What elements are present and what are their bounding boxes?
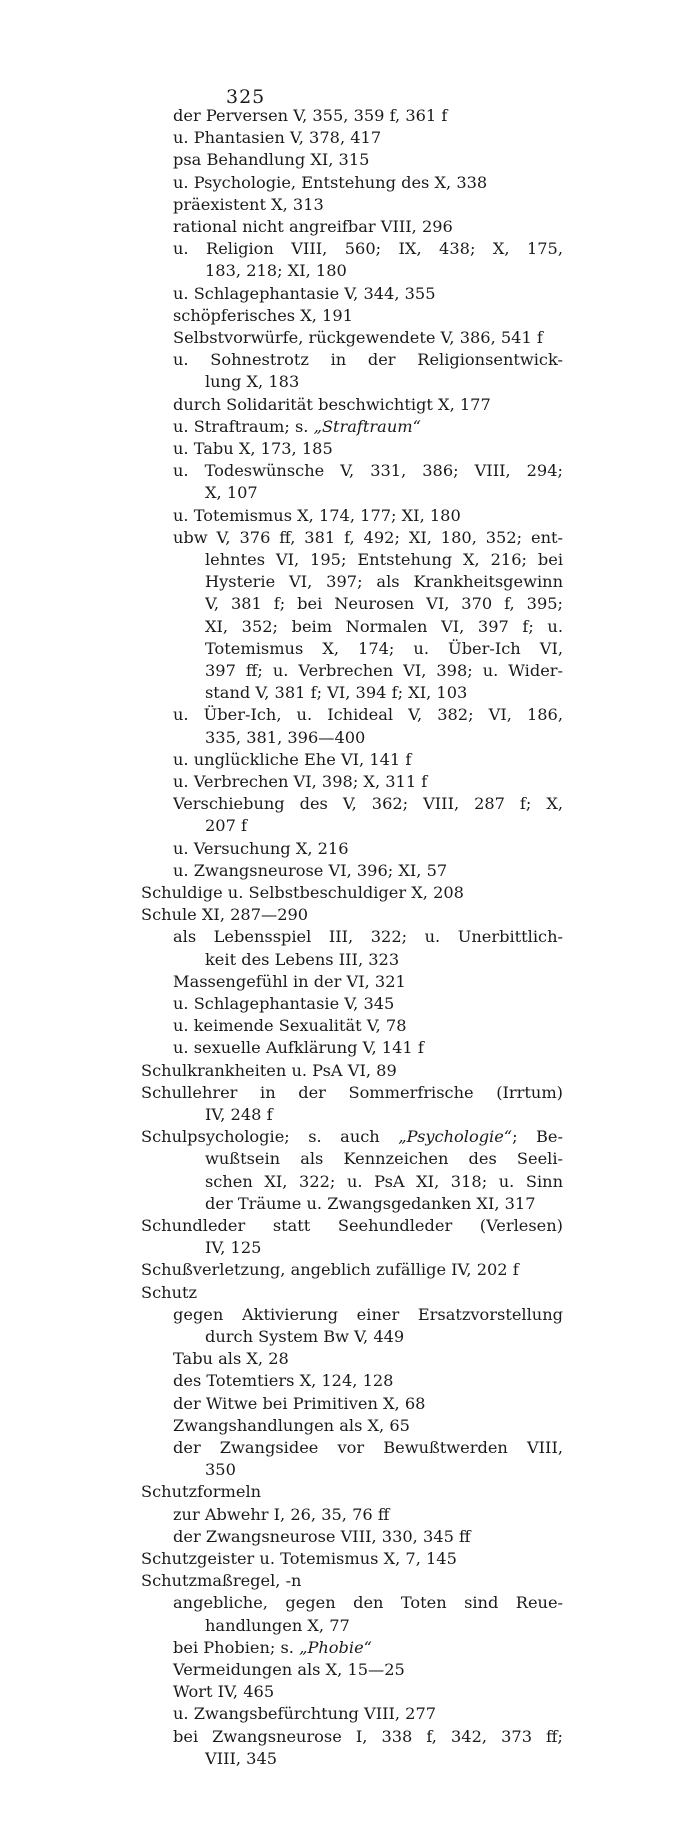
index-line: Schule XI, 287—290 xyxy=(141,905,309,925)
index-line: Schutzgeister u. Totemismus X, 7, 145 xyxy=(141,1549,457,1568)
index-line: durch System Bw V, 449 xyxy=(205,1327,405,1346)
index-line: Selbstvorwürfe, rückgewendete V, 386, 541 f xyxy=(173,328,543,347)
index-line: der Perversen V, 355, 359 f, 361 f xyxy=(173,106,448,125)
page-number: 325 xyxy=(226,86,266,108)
index-line: der Träume u. Zwangsgedanken XI, 317 xyxy=(205,1193,536,1213)
index-line: Zwangshandlungen als X, 65 xyxy=(173,1415,410,1435)
index-line: des Totemtiers X, 124, 128 xyxy=(173,1371,394,1391)
index-line: V, 381 f; bei Neurosen VI, 370 f, 395; xyxy=(205,594,563,614)
index-line: Totemismus X, 174; u. Über-Ich VI, xyxy=(205,638,563,658)
index-line: Wort IV, 465 xyxy=(173,1682,275,1702)
index-line: u. Schlagephantasie V, 345 xyxy=(173,994,395,1013)
index-line: lehntes VI, 195; Entstehung X, 216; bei xyxy=(205,550,563,569)
index-line: u. Zwangsbefürchtung VIII, 277 xyxy=(173,1704,437,1724)
index-line: IV, 248 f xyxy=(205,1105,273,1124)
index-line: psa Behandlung XI, 315 xyxy=(173,150,370,170)
index-line: lung X, 183 xyxy=(205,372,300,392)
index-line: IV, 125 xyxy=(205,1238,262,1258)
index-line: u. Tabu X, 173, 185 xyxy=(173,439,333,458)
index-line: durch Solidarität beschwichtigt X, 177 xyxy=(173,394,491,414)
index-line: 350 xyxy=(205,1460,236,1480)
index-line: 207 f xyxy=(205,816,248,836)
index-line: Schußverletzung, angeblich zufällige IV, 202 f xyxy=(141,1260,519,1280)
index-line: ubw V, 376 ff, 381 f, 492; XI, 180, 352; ent- xyxy=(173,527,563,547)
index-line: Schundleder statt Seehundleder (Verlesen) xyxy=(141,1216,563,1235)
index-line: angebliche, gegen den Toten sind Reue- xyxy=(173,1593,563,1613)
index-line: handlungen X, 77 xyxy=(205,1615,350,1635)
index-line: der Zwangsidee vor Bewußtwerden VIII, xyxy=(173,1438,563,1457)
index-line: Schuldige u. Selbstbeschuldiger X, 208 xyxy=(141,883,464,902)
index-line: 183, 218; XI, 180 xyxy=(205,261,347,281)
index-line: Vermeidungen als X, 15—25 xyxy=(173,1660,405,1679)
index-line: schen XI, 322; u. PsA XI, 318; u. Sinn xyxy=(205,1171,563,1191)
index-line: rational nicht angreifbar VIII, 296 xyxy=(173,217,453,236)
index-line: Schulkrankheiten u. PsA VI, 89 xyxy=(141,1060,397,1080)
index-line: präexistent X, 313 xyxy=(173,194,324,214)
index-line: gegen Aktivierung einer Ersatzvorstellung xyxy=(173,1304,563,1324)
index-line: Verschiebung des V, 362; VIII, 287 f; X, xyxy=(173,794,563,814)
index-line: keit des Lebens III, 323 xyxy=(205,949,400,969)
index-line: u. unglückliche Ehe VI, 141 f xyxy=(173,749,412,769)
index-line: XI, 352; beim Normalen VI, 397 f; u. xyxy=(205,616,563,636)
index-line: Massengefühl in der VI, 321 xyxy=(173,971,406,991)
index-line: der Zwangsneurose VIII, 330, 345 ff xyxy=(173,1526,471,1546)
index-line: stand V, 381 f; VI, 394 f; XI, 103 xyxy=(205,683,468,703)
index-line: u. Versuchung X, 216 xyxy=(173,838,349,858)
index-line: u. sexuelle Aufklärung V, 141 f xyxy=(173,1038,424,1058)
index-line: Tabu als X, 28 xyxy=(173,1349,289,1369)
index-line: Schutzformeln xyxy=(141,1482,262,1502)
index-line: 397 ff; u. Verbrechen VI, 398; u. Wider- xyxy=(205,661,563,680)
index-line: u. Straftraum; s. „Straftraum“ xyxy=(173,416,421,436)
index-line: Schutzmaßregel, -n xyxy=(141,1571,302,1591)
index-line: bei Phobien; s. „Phobie“ xyxy=(173,1637,372,1657)
index-line: zur Abwehr I, 26, 35, 76 ff xyxy=(173,1504,390,1524)
index-line: u. Todeswünsche V, 331, 386; VIII, 294; xyxy=(173,461,563,481)
index-line: u. Schlagephantasie V, 344, 355 xyxy=(173,283,436,303)
index-line: Schulpsychologie; s. auch „Psychologie“; Be- xyxy=(141,1127,563,1147)
index-line: 335, 381, 396—400 xyxy=(205,727,366,747)
index-line: der Witwe bei Primitiven X, 68 xyxy=(173,1393,426,1413)
index-line: Schutz xyxy=(141,1282,198,1302)
index-line: u. Sohnestrotz in der Religionsentwick- xyxy=(173,350,563,370)
index-line: u. Psychologie, Entstehung des X, 338 xyxy=(173,172,488,192)
index-line: schöpferisches X, 191 xyxy=(173,305,353,325)
index-line: wußtsein als Kennzeichen des Seeli- xyxy=(205,1149,563,1169)
index-line: Schullehrer in der Sommerfrische (Irrtum) xyxy=(141,1082,563,1102)
index-line: u. Zwangsneurose VI, 396; XI, 57 xyxy=(173,860,448,880)
index-line: u. Phantasien V, 378, 417 xyxy=(173,128,382,148)
index-line: u. Totemismus X, 174, 177; XI, 180 xyxy=(173,505,461,525)
index-line: X, 107 xyxy=(205,483,258,503)
index-line: als Lebensspiel III, 322; u. Unerbittlich- xyxy=(173,927,563,947)
index-line: u. Über-Ich, u. Ichideal V, 382; VI, 186, xyxy=(173,705,563,725)
index-line: bei Zwangsneurose I, 338 f, 342, 373 ff; xyxy=(173,1726,563,1746)
index-line: Hysterie VI, 397; als Krankheitsgewinn xyxy=(205,572,563,592)
index-line: u. Religion VIII, 560; IX, 438; X, 175, xyxy=(173,239,563,259)
index-line: u. Verbrechen VI, 398; X, 311 f xyxy=(173,772,428,791)
index-line: VIII, 345 xyxy=(205,1748,278,1768)
index-line: u. keimende Sexualität V, 78 xyxy=(173,1016,407,1036)
